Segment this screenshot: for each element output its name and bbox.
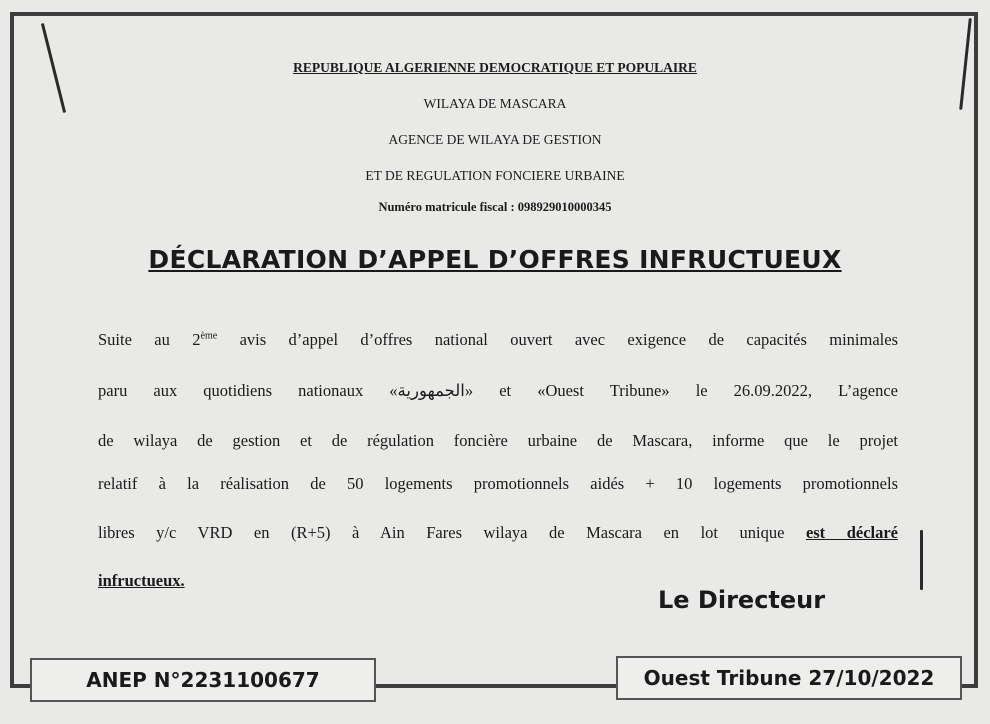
body-line-1: Suite au 2ème avis d’appel d’offres national ouvert avec exigence de capacités minimales (98, 330, 898, 349)
ordinal-suffix: ème (200, 330, 218, 342)
fiscal-number: Numéro matricule fiscal : 098929010000345 (378, 200, 612, 214)
agency-heading: AGENCE DE WILAYA DE GESTION (388, 132, 602, 147)
body-line-4: relatif à la réalisation de 50 logements promotionnels aidés + 10 logements promotionnels (98, 474, 898, 493)
republic-heading: REPUBLIQUE ALGERIENNE DEMOCRATIQUE ET POPULAIRE (293, 60, 697, 75)
publication-source-box: Ouest Tribune 27/10/2022 (616, 656, 962, 700)
page-title: DÉCLARATION D’APPEL D’OFFRES INFRUCTUEUX (148, 245, 842, 274)
agency-heading-continued: ET DE REGULATION FONCIERE URBAINE (365, 168, 625, 183)
unsuccessful-word: infructueux. (98, 571, 185, 590)
declared-phrase: est déclaré (805, 523, 898, 542)
staple-mark (920, 530, 923, 590)
wilaya-heading: WILAYA DE MASCARA (423, 96, 567, 111)
body-line-2: paru aux quotidiens nationaux «الجمهورية» et «Ouest Tribune» le 26.09.2022, L’agence (98, 381, 898, 400)
anep-reference-box: ANEP N°2231100677 (30, 658, 376, 702)
body-line-5: libres y/c VRD en (R+5) à Ain Fares wilaya de Mascara en lot unique est déclaré (98, 523, 898, 542)
signature: Le Directeur (658, 586, 826, 614)
body-line-3: de wilaya de gestion et de régulation foncière urbaine de Mascara, informe que le projet (98, 431, 898, 450)
